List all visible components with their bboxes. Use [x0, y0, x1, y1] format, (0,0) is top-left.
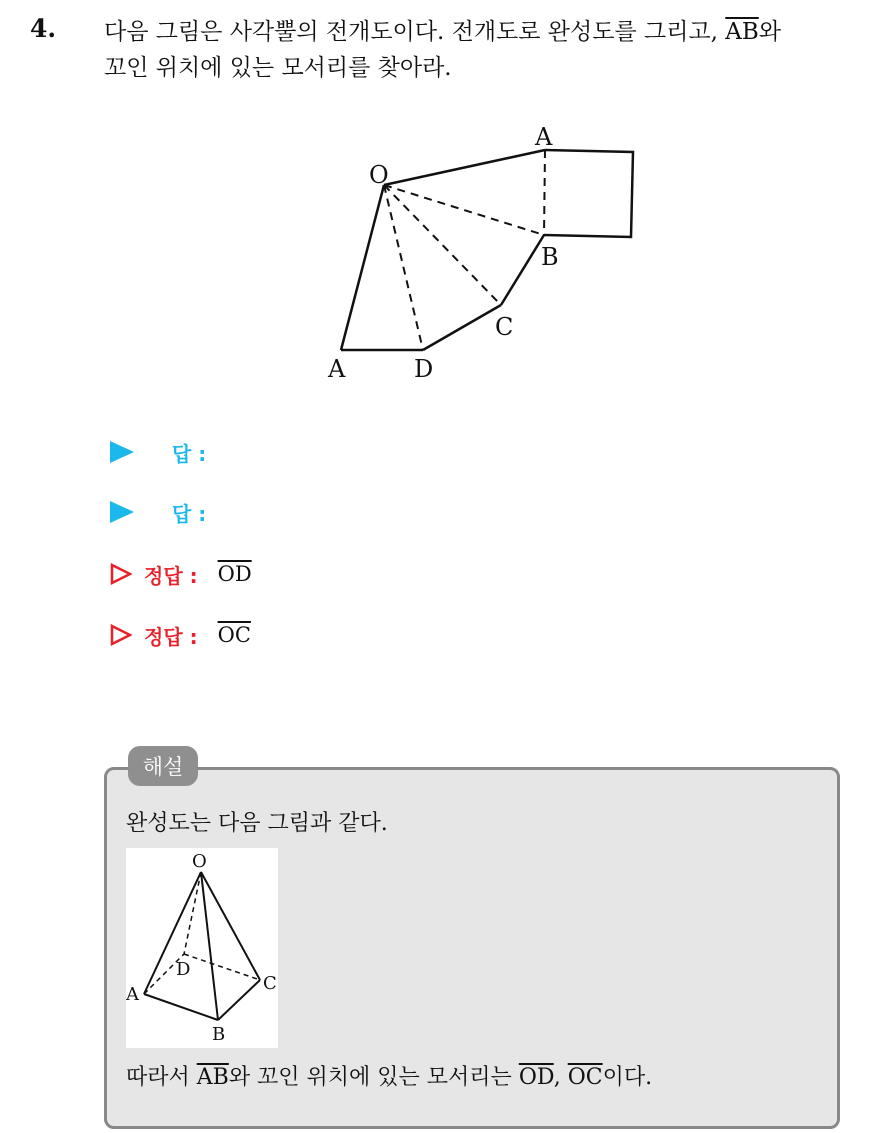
explanation-line2: [126, 1060, 652, 1091]
pyramid-label-b: B: [212, 1024, 226, 1045]
explanation-line2-c: ,: [553, 1065, 568, 1090]
question-line1-b: 와: [758, 19, 781, 45]
correct-answer-label: 정답 :: [144, 563, 198, 588]
answer-row-2: [110, 495, 226, 529]
explanation-line2-b: 와 꼬인 위치에 있는 모서리는: [228, 1065, 519, 1090]
correct-answer-row-1: [110, 557, 252, 591]
segment-ab: $\overline{AB}$: [725, 19, 759, 45]
play-triangle-icon: [110, 501, 134, 523]
pyramid-label-d: D: [176, 959, 191, 980]
pyramid-net-figure: [320, 115, 650, 385]
answer-row-1: [110, 435, 226, 469]
net-label-o: O: [369, 161, 389, 189]
segment-oc: $\overline{OC}$: [567, 1065, 603, 1090]
net-label-c: C: [495, 313, 514, 341]
net-label-b: B: [541, 243, 559, 271]
pyramid-label-o: O: [192, 851, 207, 872]
pyramid-label-c: C: [263, 973, 277, 994]
answer-label: 답 :: [172, 501, 207, 526]
correct-answer-row-2: [110, 618, 251, 652]
outline-triangle-icon: [110, 624, 132, 646]
segment-od: $\overline{OD}$: [518, 1065, 554, 1090]
pyramid-label-a: A: [126, 984, 139, 1005]
play-triangle-icon: [110, 441, 134, 463]
segment-ab: $\overline{AB}$: [196, 1065, 229, 1090]
correct-answer-label: 정답 :: [144, 624, 198, 649]
net-label-a-top: A: [535, 123, 553, 151]
net-label-d: D: [414, 355, 434, 383]
explanation-line2-a: 따라서: [126, 1065, 197, 1090]
explanation-tab: 해설: [128, 746, 198, 786]
pyramid-figure: [126, 848, 278, 1048]
correct-answer-value: $\overline{OD}$: [217, 562, 252, 586]
correct-answer-value: $\overline{OC}$: [217, 623, 251, 647]
outline-triangle-icon: [110, 563, 132, 585]
answer-label: 답 :: [172, 441, 207, 466]
question-line2: 꼬인 위치에 있는 모서리를 찾아라.: [104, 55, 452, 81]
question-number: 4.: [30, 14, 57, 43]
explanation-line2-d: 이다.: [602, 1065, 653, 1090]
explanation-line1: 완성도는 다음 그림과 같다.: [126, 811, 388, 836]
question-line1-a: 다음 그림은 사각뿔의 전개도이다. 전개도로 완성도를 그리고,: [104, 19, 726, 45]
question-text: [104, 14, 874, 86]
net-label-a-bottom: A: [328, 355, 346, 383]
